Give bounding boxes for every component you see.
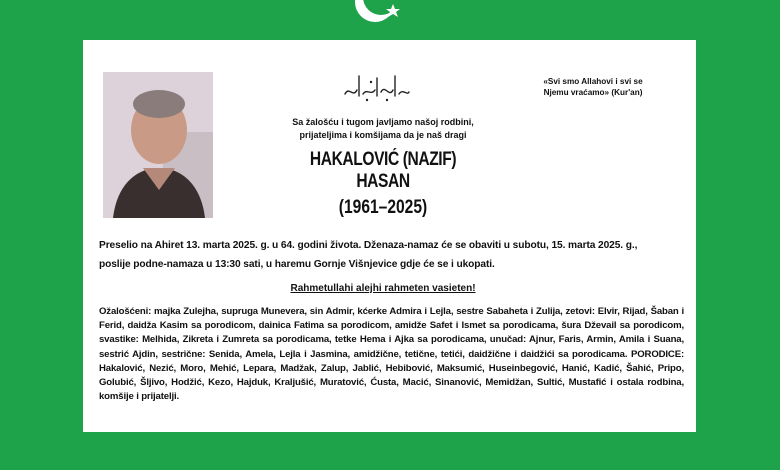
announcement-line: Preselio na Ahiret 13. marta 2025. g. u 64. godini života. Dženaza-namaz će se obaviti u subotu, 15. marta 2025. g., xyxy=(99,240,638,251)
quote-line: «Svi smo Allahovi i svi se xyxy=(543,77,643,86)
intro-line: prijateljima i komšijama da je naš dragi xyxy=(299,130,467,140)
deceased-name: HAKALOVIĆ (NAZIF) HASAN xyxy=(309,149,457,192)
obituary-card xyxy=(83,40,696,432)
funeral-announcement xyxy=(99,236,684,274)
crescent-star-icon xyxy=(345,0,415,30)
announcement-line: poslije podne-namaza u 13:30 sati, u haremu Gornje Višnjevice gdje će se i ukopati. xyxy=(99,259,495,270)
mourners-list: Ožalošćeni: majka Zulejha, supruga Munevera, sin Admir, kćerke Admira i Lejla, sestre Sabaheta i Zulija, zetovi: Elvir, Rijad, Šaban i Ferid, daidža Kasim sa porodicom, dainica Fatima sa porodicom, amidže Safet i Ismet sa porodicama, šura Dževail sa porodicom, svastike: Melhida, Zikreta i Zumreta sa porodicama, tetke Hema i Ajka sa porodicama, unučad: Ajnur, Faris, Armin, Amila i Suana, sestrić Ajdin, sestrične: Senida, Amela, Lejla i Jasmina, amidžične, tetične, tetići, daidžične i daidžići sa porodicama. PORODICE: Hakalović, Nezić, Moro, Mehić, Lepara, Madžak, Zalup, Jablić, Hebibović, Maksumić, Huseinbegović, Hanić, Kadić, Šahić, Pripo, Golubić, Šljivo, Hodžić, Kezo, Hajduk, Kraljušić, Muratović, Ćusta, Macić, Sinanović, Memidžan, Sultić, Mustafić i ostala rodbina, komšije i prijatelji. xyxy=(99,306,684,403)
intro-line: Sa žalošću i tugom javljamo našoj rodbini, xyxy=(292,117,474,127)
prayer-line: Rahmetullahi alejhi rahmeten vasieten! xyxy=(290,283,476,294)
arabic-calligraphy-icon xyxy=(341,70,411,106)
deceased-years: (1961–2025) xyxy=(338,197,428,218)
intro-text xyxy=(283,116,483,142)
quran-quote xyxy=(523,76,663,98)
quote-line: Njemu vraćamo» (Kur'an) xyxy=(543,88,643,97)
deceased-photo xyxy=(103,72,213,218)
